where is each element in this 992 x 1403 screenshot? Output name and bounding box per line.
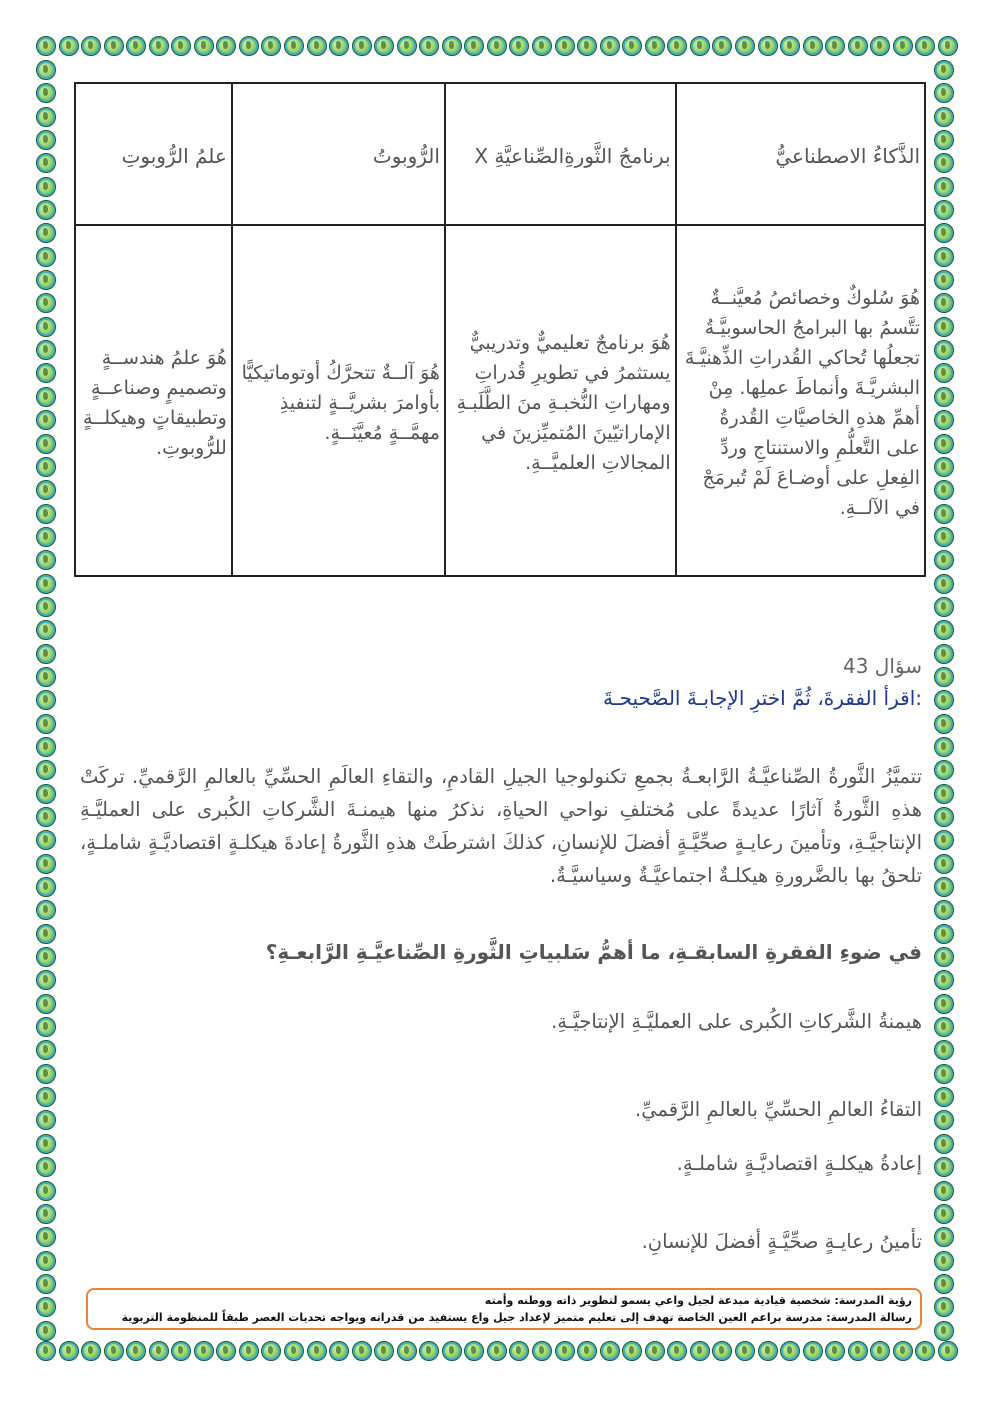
globe-icon [934,1204,954,1224]
globe-icon [36,270,56,290]
globe-icon [934,667,954,687]
school-vision: رؤية المدرسة: شخصية قيادية مبدعة لجيل واعي يسمو لتطوير ذاته ووطنه وأمته [484,1294,912,1307]
definition-program: هُوَ برنامجٌ تعليميٌّ وتدريبيٌّ يستثمرُ في تطويرِ قُدراتِ ومهاراتِ النُّخبـةِ منَ الطَّلَبـةِ الإماراتيّينَ المُتميِّزينَ في المجالاتِ العلميَّــةِ. [445,225,676,576]
globe-icon [36,550,56,570]
globe-icon [36,1134,56,1154]
globe-icon [934,760,954,780]
globe-icon [307,1341,327,1361]
globe-icon [397,36,417,56]
globe-icon [36,924,56,944]
globe-icon [36,223,56,243]
globe-icon [216,1341,236,1361]
globe-icon [870,36,890,56]
globe-icon [934,107,954,127]
globe-icon [171,36,191,56]
globe-icon [893,1341,913,1361]
globe-icon [36,760,56,780]
globe-icon [934,247,954,267]
globe-icon [239,1341,259,1361]
globe-icon [104,1341,124,1361]
question-instruction: :اقرأ الفقرةَ، ثُمَّ اخترِ الإجابـةَ الصَّحيحـةَ [603,686,922,710]
globe-icon [622,1341,642,1361]
globe-icon [934,900,954,920]
globe-icon [464,1341,484,1361]
globe-icon [194,36,214,56]
globe-icon [645,1341,665,1361]
globe-icon [934,970,954,990]
definition-robotics: هُوَ علمُ هندســةٍ وتصميمٍ وصناعــةٍ وتطبيقاتٍ وهيكلــةٍ للرُّوبوتِ. [75,225,232,576]
globe-icon [216,36,236,56]
globe-icon [690,1341,710,1361]
globe-icon [36,36,56,56]
globe-icon [194,1341,214,1361]
globe-icon [600,1341,620,1361]
globe-icon [36,83,56,103]
globe-icon [934,1040,954,1060]
globe-icon [36,1341,56,1361]
globe-icon [934,597,954,617]
definitions-table [74,82,926,577]
globe-icon [36,1297,56,1317]
globe-icon [712,36,732,56]
globe-icon [36,690,56,710]
globe-icon [36,620,56,640]
globe-icon [126,36,146,56]
globe-icon [780,36,800,56]
globe-icon [934,1087,954,1107]
globe-icon [36,667,56,687]
globe-icon [36,504,56,524]
globe-icon [352,1341,372,1361]
globe-icon [36,410,56,430]
answer-option[interactable]: تأمينُ رعايـةٍ صحِّيَّـةٍ أفضلَ للإنسانِ. [641,1230,922,1253]
globe-icon [934,620,954,640]
globe-icon [934,317,954,337]
globe-icon [36,1251,56,1271]
globe-icon [934,410,954,430]
globe-icon [36,1181,56,1201]
globe-icon [36,784,56,804]
globe-icon [934,877,954,897]
globe-icon [36,107,56,127]
header-robotics: علمُ الرُّوبوتِ [75,83,232,225]
globe-icon [36,340,56,360]
globe-icon [825,36,845,56]
globe-icon [803,1341,823,1361]
globe-icon [487,1341,507,1361]
globe-icon [825,1341,845,1361]
globe-icon [934,457,954,477]
globe-icon [261,1341,281,1361]
question-prompt: في ضوءِ الفقرةِ السابقـةِ، ما أهمُّ سَلبياتِ الثَّورةِ الصِّناعيَّـةِ الرَّابعـةِ؟ [265,940,922,964]
globe-icon [934,130,954,150]
globe-icon [934,644,954,664]
globe-icon [934,1181,954,1201]
globe-icon [934,60,954,80]
globe-icon [934,1064,954,1084]
globe-icon [555,1341,575,1361]
border-top [36,36,958,60]
globe-icon [36,737,56,757]
globe-icon [934,340,954,360]
globe-icon [36,597,56,617]
globe-icon [622,36,642,56]
globe-icon [36,877,56,897]
globe-icon [934,550,954,570]
globe-icon [36,60,56,80]
globe-icon [284,36,304,56]
globe-icon [803,36,823,56]
globe-icon [934,714,954,734]
globe-icon [284,1341,304,1361]
globe-icon [36,1321,56,1341]
globe-icon [758,1341,778,1361]
globe-icon [934,574,954,594]
globe-icon [36,387,56,407]
globe-icon [36,947,56,967]
border-bottom [36,1341,958,1365]
globe-icon [36,153,56,173]
answer-option[interactable]: التقاءُ العالمِ الحسِّيِّ بالعالمِ الرَّقميِّ. [635,1098,922,1121]
globe-icon [934,994,954,1014]
globe-icon [442,36,462,56]
globe-icon [938,36,958,56]
globe-icon [934,83,954,103]
globe-icon [419,1341,439,1361]
globe-icon [36,480,56,500]
globe-icon [397,1341,417,1361]
globe-icon [509,36,529,56]
globe-icon [36,970,56,990]
globe-icon [36,527,56,547]
globe-icon [934,177,954,197]
globe-icon [667,36,687,56]
globe-icon [934,200,954,220]
globe-icon [36,807,56,827]
globe-icon [934,223,954,243]
globe-icon [934,1321,954,1341]
globe-icon [934,480,954,500]
globe-icon [934,387,954,407]
globe-icon [870,1341,890,1361]
globe-icon [934,924,954,944]
globe-icon [36,1087,56,1107]
globe-icon [690,36,710,56]
globe-icon [36,247,56,267]
answer-option[interactable]: هيمنةُ الشَّركاتِ الكُبرى على العمليَّـةِ الإنتاجيَّـةِ. [551,1010,922,1033]
globe-icon [934,1134,954,1154]
globe-icon [36,900,56,920]
globe-icon [171,1341,191,1361]
globe-icon [934,1297,954,1317]
globe-icon [934,1157,954,1177]
globe-icon [36,200,56,220]
globe-icon [555,36,575,56]
globe-icon [36,317,56,337]
definition-ai: هُوَ سُلوكٌ وخصائصُ مُعيَّنــةٌ تتَّسمُ بها البرامجُ الحاسوبيَّـةُ تجعلُها تُحاكي القُدراتِ الذِّهنيَّـةَ البشريَّـةَ وأنماطَ عملِها. مِنْ أهمِّ هذهِ الخاصيَّاتِ القُدرةُ على التَّعلُّمِ والاستنتاجِ وردِّ الفِعلِ على أوضـاعَ لَمْ تُبرمَجْ في الآلــةِ. [676,225,925,576]
globe-icon [487,36,507,56]
globe-icon [36,1017,56,1037]
globe-icon [36,644,56,664]
globe-icon [149,1341,169,1361]
globe-icon [352,36,372,56]
globe-icon [934,434,954,454]
globe-icon [934,1017,954,1037]
globe-icon [36,177,56,197]
globe-icon [59,36,79,56]
globe-icon [848,36,868,56]
globe-icon [934,504,954,524]
globe-icon [934,784,954,804]
globe-icon [934,737,954,757]
globe-icon [36,854,56,874]
globe-icon [36,1040,56,1060]
globe-icon [261,36,281,56]
globe-icon [532,1341,552,1361]
globe-icon [36,457,56,477]
globe-icon [419,36,439,56]
globe-icon [645,36,665,56]
globe-icon [934,1274,954,1294]
globe-icon [36,1274,56,1294]
header-ai: الذَّكاءُ الاصطناعيُّ [676,83,925,225]
globe-icon [934,293,954,313]
globe-icon [600,36,620,56]
school-footer [86,1288,922,1330]
header-program: برنامجُ الثَّورةِالصِّناعيَّةِ X [445,83,676,225]
globe-icon [577,1341,597,1361]
globe-icon [934,153,954,173]
header-robot: الرُّوبوتُ [232,83,445,225]
globe-icon [81,1341,101,1361]
globe-icon [36,130,56,150]
globe-icon [36,830,56,850]
globe-icon [81,36,101,56]
globe-icon [532,36,552,56]
globe-icon [938,1341,958,1361]
globe-icon [442,1341,462,1361]
globe-icon [934,1227,954,1247]
globe-icon [915,36,935,56]
globe-icon [374,1341,394,1361]
globe-icon [464,36,484,56]
globe-icon [374,36,394,56]
globe-icon [239,36,259,56]
globe-icon [36,994,56,1014]
globe-icon [667,1341,687,1361]
globe-icon [329,36,349,56]
question-number: سؤال 43 [843,654,922,678]
table-row [75,225,925,576]
globe-icon [780,1341,800,1361]
globe-icon [104,36,124,56]
globe-icon [509,1341,529,1361]
globe-icon [934,690,954,710]
globe-icon [934,830,954,850]
globe-icon [915,1341,935,1361]
globe-icon [126,1341,146,1361]
globe-icon [36,1227,56,1247]
globe-icon [934,527,954,547]
globe-icon [848,1341,868,1361]
table-header-row [75,83,925,225]
globe-icon [36,363,56,383]
globe-icon [934,363,954,383]
globe-icon [36,434,56,454]
globe-icon [59,1341,79,1361]
definition-robot: هُوَ آلــةٌ تتحرَّكُ أوتوماتيكيًّا بأوامرَ بشريَّــةٍ لتنفيذِ مهمَّــةٍ مُعيَّنَــةٍ. [232,225,445,576]
globe-icon [758,36,778,56]
globe-icon [934,1110,954,1130]
globe-icon [36,1157,56,1177]
globe-icon [36,1204,56,1224]
globe-icon [36,1064,56,1084]
globe-icon [893,36,913,56]
globe-icon [934,947,954,967]
border-left [36,60,60,1341]
globe-icon [934,1251,954,1271]
globe-icon [36,1110,56,1130]
globe-icon [712,1341,732,1361]
globe-icon [735,36,755,56]
globe-icon [735,1341,755,1361]
globe-icon [934,807,954,827]
globe-icon [934,270,954,290]
globe-icon [149,36,169,56]
question-passage: تتميَّزُ الثَّورةُ الصِّناعيَّـةُ الرَّابعـةُ بجمعِ تكنولوجيا الجيلِ القادمِ، والتقاءِ العالَمِ الحسِّيِّ بالعالمِ الرَّقميِّ. تركَتْ هذهِ الثَّورةُ آثارًا عديدةً على مُختلفِ نواحي الحياةِ، نذكرُ منها هيمنـةَ الشَّركاتِ الكُبرى على العمليَّـةِ الإنتاجيَّـةِ، وتأمينَ رعايـةٍ صحِّيَّـةٍ أفضلَ للإنسانِ، كذلكَ اشترطَتْ هذهِ الثَّورةُ إعادةَ هيكلـةٍ اقتصاديَّـةٍ شاملـةٍ، تلحقُ بها بالضَّرورةِ هيكلـةٌ اجتماعيَّـةٌ وسياسيَّـةٌ. [80,765,922,887]
school-mission: رسالة المدرسة: مدرسة براعم العين الخاصة تهدف إلى تعليم متميز لإعداد جيل واع يستفيد من قدراته ويواجه تحديات العصر طبقاً للمنظومة التربوية [121,1311,912,1324]
globe-icon [36,714,56,734]
globe-icon [36,574,56,594]
globe-icon [36,293,56,313]
globe-icon [577,36,597,56]
globe-icon [307,36,327,56]
globe-icon [329,1341,349,1361]
border-right [934,60,958,1341]
answer-option[interactable]: إعادةُ هيكلـةٍ اقتصاديَّـةٍ شاملـةٍ. [676,1152,922,1175]
globe-icon [934,854,954,874]
